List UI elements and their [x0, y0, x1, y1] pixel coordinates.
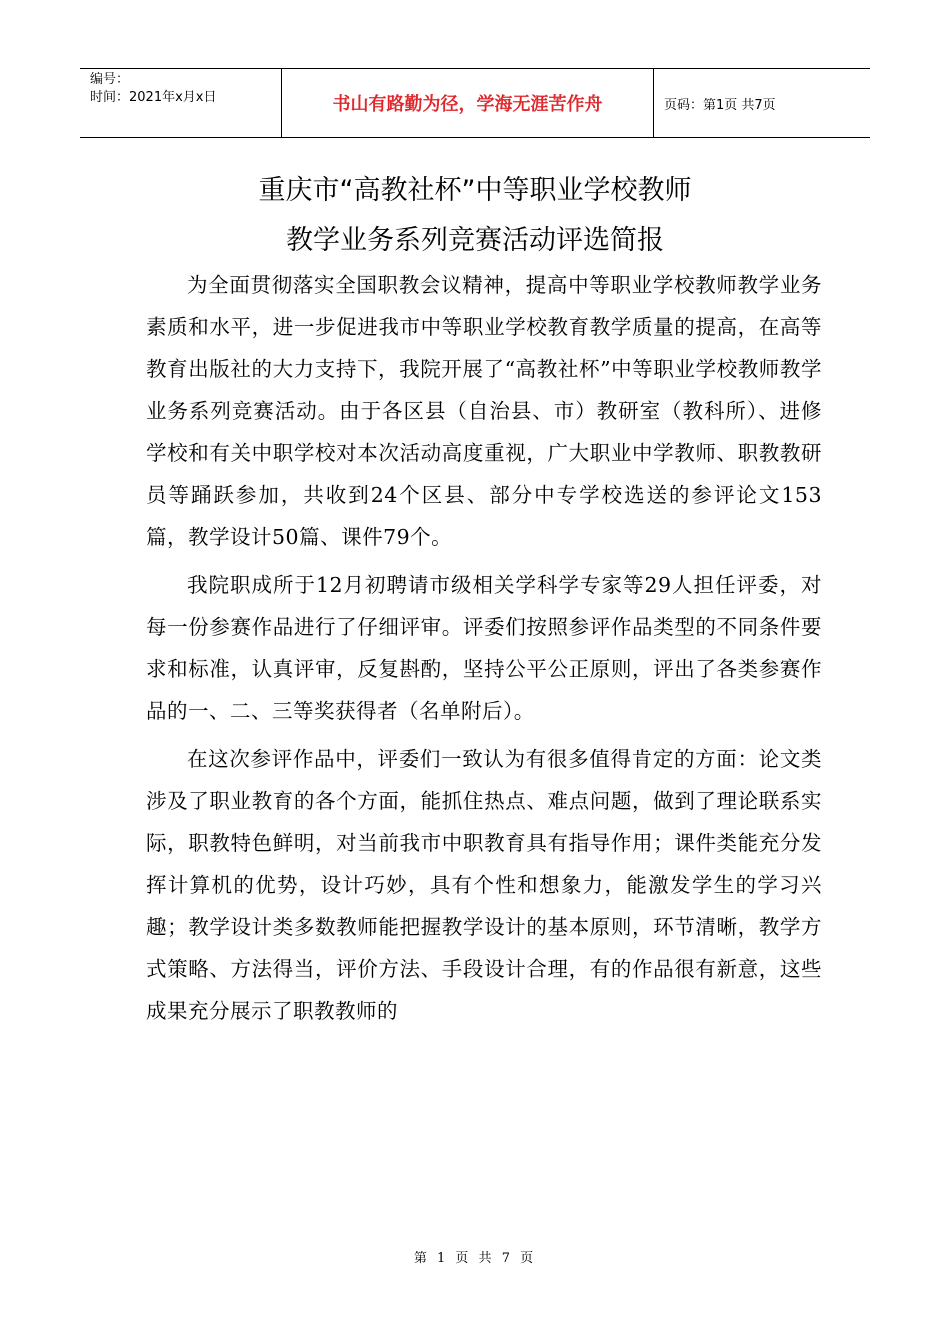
- paragraph-1: 为全面贯彻落实全国职教会议精神，提高中等职业学校教师教学业务素质和水平，进一步促进我市中等职业学校教育教学质量的提高，在高等教育出版社的大力支持下，我院开展了“高教社杯”中等职业学校教师教学业务系列竞赛活动。由于各区县（自治县、市）教研室（教科所）、进修学校和有关中职学校对本次活动高度重视，广大职业中学教师、职教教研员等踊跃参加，共收到24个区县、部分中专学校选送的参评论文153篇，教学设计50篇、课件79个。: [146, 273, 822, 549]
- code-label: 编号：: [90, 72, 130, 87]
- page-header: [80, 68, 870, 138]
- paragraph-3: 在这次参评作品中，评委们一致认为有很多值得肯定的方面：论文类涉及了职业教育的各个方面，能抓住热点、难点问题，做到了理论联系实际，职教特色鲜明，对当前我市中职教育具有指导作用；课件类能充分发挥计算机的优势，设计巧妙，具有个性和想象力，能激发学生的学习兴趣；教学设计类多数教师能把握教学设计的基本原则，环节清晰，教学方式策略、方法得当，评价方法、手段设计合理，有的作品很有新意，这些成果充分展示了职教教师的: [146, 747, 822, 1023]
- document-body: [146, 264, 822, 1038]
- header-meta: [80, 69, 282, 137]
- page-footer: 第 1 页 共 7 页: [413, 1251, 537, 1266]
- header-motto: 书山有路勤为径，学海无涯苦作舟: [282, 69, 654, 137]
- header-page-info: 页码：第1页 共7页: [664, 97, 776, 113]
- document-title-line1: 重庆市“高教社杯”中等职业学校教师: [258, 175, 692, 206]
- document-title-line2: 教学业务系列竞赛活动评选简报: [286, 225, 664, 256]
- paragraph-2: 我院职成所于12月初聘请市级相关学科学专家等29人担任评委，对每一份参赛作品进行了仔细评审。评委们按照参评作品类型的不同条件要求和标准，认真评审，反复斟酌，坚持公平公正原则，评出了各类参赛作品的一、二、三等奖获得者（名单附后）。: [146, 573, 822, 723]
- time-label: 时间：2021年x月x日: [90, 90, 217, 105]
